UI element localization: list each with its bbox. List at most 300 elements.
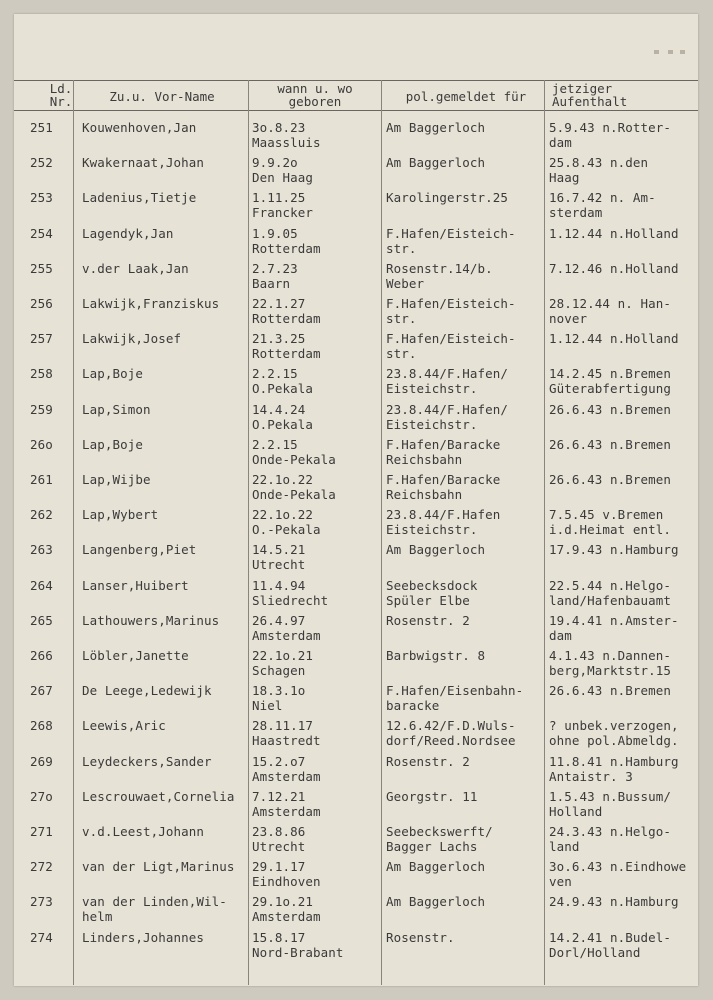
entry-registered xyxy=(386,366,508,396)
entry-registered xyxy=(386,824,493,854)
table-row xyxy=(14,155,698,190)
entry-number-line1: 272 xyxy=(30,859,53,875)
entry-residence xyxy=(549,472,671,487)
entry-number xyxy=(30,789,64,804)
entry-number-line1: 262 xyxy=(30,507,53,523)
header-name: Zu.u. Vor-Name xyxy=(109,89,215,104)
entry-born xyxy=(252,578,328,608)
entry-residence xyxy=(549,226,679,241)
entry-born xyxy=(252,190,313,220)
entry-residence-line2: Dorl/Holland xyxy=(549,944,641,960)
entry-registered xyxy=(386,859,485,874)
entry-registered-line1: Am Baggerloch xyxy=(386,155,486,171)
entry-number-line1: 263 xyxy=(30,542,53,558)
table-row xyxy=(14,261,698,296)
table-row xyxy=(14,930,698,965)
entry-registered xyxy=(386,754,470,769)
entry-born xyxy=(252,261,298,291)
entry-name-line1: Lakwijk,Josef xyxy=(82,331,182,347)
entry-born-line2: Rotterdam xyxy=(252,346,321,362)
entry-residence xyxy=(549,683,671,698)
entry-born-line1: 2.7.23 xyxy=(252,260,298,276)
entry-registered-line1: Am Baggerloch xyxy=(386,542,486,558)
entry-number xyxy=(30,930,64,945)
entry-number-line1: 271 xyxy=(30,824,53,839)
entry-residence xyxy=(549,507,671,537)
entry-registered xyxy=(386,542,485,557)
entry-number xyxy=(30,578,64,593)
entry-born-line2: Amsterdam xyxy=(252,627,321,643)
entry-born-line1: 23.8.86 xyxy=(252,824,306,839)
entry-number-line1: 255 xyxy=(30,260,53,276)
entry-name-line1: Lescrouwaet,Cornelia xyxy=(82,788,235,804)
entry-born-line1: 26.4.97 xyxy=(252,612,306,628)
entry-name xyxy=(82,190,196,205)
entry-residence-line1: 1.12.44 n.Holland xyxy=(549,225,679,241)
entry-born-line2: Haastredt xyxy=(252,733,321,749)
entry-born-line1: 14.4.24 xyxy=(252,401,306,417)
entry-born-line1: 29.1.17 xyxy=(252,859,306,875)
entry-residence-line1: 11.8.41 n.Hamburg xyxy=(549,753,679,769)
entry-registered xyxy=(386,507,500,537)
entry-residence-line1: 24.3.43 n.Helgo- xyxy=(549,824,672,839)
entry-registered-line1: F.Hafen/Eisenbahn- xyxy=(386,683,524,699)
entry-born-line1: 2.2.15 xyxy=(252,436,298,452)
entry-number-line1: 274 xyxy=(30,929,53,945)
header-bottom-rule xyxy=(14,110,698,111)
entry-born-line1: 15.2.o7 xyxy=(252,753,306,769)
entry-name-line1: van der Linden,Wil- xyxy=(82,894,227,910)
table-row xyxy=(14,402,698,437)
entry-residence xyxy=(549,296,671,326)
entry-name-line1: Lap,Boje xyxy=(82,436,144,452)
card-mark xyxy=(654,50,659,54)
entry-residence-line1: 25.8.43 n.den xyxy=(549,155,649,171)
entry-name-line1: Kwakernaat,Johan xyxy=(82,155,205,171)
table-row xyxy=(14,789,698,824)
entry-name xyxy=(82,226,174,241)
entry-registered-line1: 23.8.44/F.Hafen xyxy=(386,507,501,523)
entry-number xyxy=(30,402,64,417)
entry-name xyxy=(82,613,219,628)
entry-number-line1: 27o xyxy=(30,788,53,804)
entry-residence-line1: 24.9.43 n.Hamburg xyxy=(549,894,679,910)
entry-name-line1: Lap,Boje xyxy=(82,366,144,382)
entry-residence-line1: 5.9.43 n.Rotter- xyxy=(549,120,672,135)
entry-number-line1: 254 xyxy=(30,225,53,241)
entry-born-line1: 22.1o.22 xyxy=(252,472,314,487)
entry-registered-line1: F.Hafen/Eisteich- xyxy=(386,296,516,311)
entry-registered-line2: Reichsbahn xyxy=(386,451,463,467)
entry-number xyxy=(30,824,64,839)
entry-born-line2: Rotterdam xyxy=(252,240,321,256)
entry-residence-line1: 3o.6.43 n.Eindhowe xyxy=(549,859,687,875)
entry-registered xyxy=(386,789,478,804)
entry-born-line2: Onde-Pekala xyxy=(252,487,336,502)
entry-number xyxy=(30,859,64,874)
entry-registered xyxy=(386,261,493,291)
entry-name xyxy=(82,366,143,381)
entry-born xyxy=(252,859,321,889)
entry-born-line1: 3o.8.23 xyxy=(252,120,306,135)
entry-born xyxy=(252,648,313,678)
entry-residence xyxy=(549,437,671,452)
entry-born xyxy=(252,754,321,784)
entry-registered-line1: F.Hafen/Baracke xyxy=(386,436,501,452)
entry-registered-line1: F.Hafen/Eisteich- xyxy=(386,225,516,241)
entry-born-line2: Eindhoven xyxy=(252,874,321,890)
entry-registered xyxy=(386,472,500,502)
entry-residence-line1: 17.9.43 n.Hamburg xyxy=(549,542,679,558)
entry-born-line1: 7.12.21 xyxy=(252,788,306,804)
entry-number xyxy=(30,296,64,311)
entry-residence-line2: ohne pol.Abmeldg. xyxy=(549,733,679,749)
entry-born xyxy=(252,296,321,326)
entry-name xyxy=(82,930,204,945)
entry-registered-line1: Karolingerstr.25 xyxy=(386,190,509,206)
entry-born-line2: O.-Pekala xyxy=(252,522,321,538)
entry-name xyxy=(82,754,212,769)
entry-residence-line2: berg,Marktstr.15 xyxy=(549,663,672,678)
entry-residence xyxy=(549,894,679,909)
header-born: wann u. wo geboren xyxy=(277,81,353,109)
entry-name-line1: Ladenius,Tietje xyxy=(82,190,197,206)
entry-registered xyxy=(386,226,516,256)
entry-born xyxy=(252,437,336,467)
entry-number xyxy=(30,366,64,381)
register-card xyxy=(14,14,698,986)
entry-name xyxy=(82,789,235,804)
entry-residence-line2: Güterabfertigung xyxy=(549,381,672,397)
entry-born-line1: 1.11.25 xyxy=(252,190,306,206)
entry-name xyxy=(82,331,181,346)
entry-number-line1: 256 xyxy=(30,296,53,311)
entry-registered xyxy=(386,648,485,663)
table-row xyxy=(14,296,698,331)
entry-name xyxy=(82,648,189,663)
entry-residence-line2: Antaistr. 3 xyxy=(549,768,633,784)
entry-born-line2: Rotterdam xyxy=(252,311,321,326)
entry-registered xyxy=(386,120,485,135)
entry-registered-line1: Rosenstr.14/b. xyxy=(386,260,493,276)
entry-born xyxy=(252,894,321,924)
entry-born xyxy=(252,507,321,537)
entry-registered-line2: Reichsbahn xyxy=(386,487,463,502)
entry-born-line1: 9.9.2o xyxy=(252,155,298,171)
entry-born-line2: Nord-Brabant xyxy=(252,944,344,960)
entry-name xyxy=(82,824,204,839)
entry-residence xyxy=(549,824,671,854)
entry-registered-line1: Rosenstr. 2 xyxy=(386,612,470,628)
entry-number xyxy=(30,542,64,557)
entry-born-line1: 22.1o.21 xyxy=(252,648,314,663)
entry-number xyxy=(30,261,64,276)
entry-name xyxy=(82,718,166,733)
table-row xyxy=(14,824,698,859)
entry-name-line1: van der Ligt,Marinus xyxy=(82,859,235,875)
entry-born-line1: 15.8.17 xyxy=(252,929,306,945)
entry-residence xyxy=(549,648,671,678)
entry-name xyxy=(82,507,158,522)
entry-number-line1: 267 xyxy=(30,683,53,699)
entry-number-line1: 269 xyxy=(30,753,53,769)
entry-number xyxy=(30,894,64,909)
entry-registered-line1: Rosenstr. xyxy=(386,929,455,945)
entry-registered xyxy=(386,930,455,945)
entry-registered-line2: Weber xyxy=(386,275,425,291)
entry-name-line1: Leydeckers,Sander xyxy=(82,753,212,769)
entry-registered-line1: Barbwigstr. 8 xyxy=(386,648,486,663)
entry-born-line1: 11.4.94 xyxy=(252,577,306,593)
entry-name-line1: Lap,Wybert xyxy=(82,507,159,523)
entry-registered-line2: Eisteichstr. xyxy=(386,416,478,432)
entry-registered xyxy=(386,190,508,205)
entry-born-line2: Schagen xyxy=(252,663,306,678)
entry-number-line1: 26o xyxy=(30,436,53,452)
entry-born xyxy=(252,155,313,185)
entry-residence xyxy=(549,789,671,819)
entry-name-line1: Leewis,Aric xyxy=(82,718,166,734)
entry-number xyxy=(30,120,64,135)
entry-residence xyxy=(549,120,671,150)
entry-number-line1: 264 xyxy=(30,577,53,593)
entry-number-line1: 268 xyxy=(30,718,53,734)
entry-number xyxy=(30,331,64,346)
entry-residence-line1: 26.6.43 n.Bremen xyxy=(549,401,672,417)
entry-name-line1: Lap,Simon xyxy=(82,401,151,417)
entry-residence xyxy=(549,542,679,557)
table-row xyxy=(14,683,698,718)
entry-registered-line2: Bagger Lachs xyxy=(386,839,478,854)
entry-name-line1: Lathouwers,Marinus xyxy=(82,612,220,628)
entry-residence-line2: Haag xyxy=(549,170,580,186)
entry-residence-line1: 26.6.43 n.Bremen xyxy=(549,683,672,699)
entry-born-line2: O.Pekala xyxy=(252,381,314,397)
entry-residence xyxy=(549,190,656,220)
entry-name xyxy=(82,472,151,487)
entry-name xyxy=(82,155,204,170)
entry-residence-line2: sterdam xyxy=(549,205,603,221)
entry-residence-line2: dam xyxy=(549,135,572,150)
table-row xyxy=(14,754,698,789)
entry-number-line1: 273 xyxy=(30,894,53,910)
entry-registered xyxy=(386,894,485,909)
entry-residence-line2: land xyxy=(549,839,580,854)
table-row xyxy=(14,718,698,753)
table-row xyxy=(14,507,698,542)
entry-residence-line1: 19.4.41 n.Amster- xyxy=(549,612,679,628)
header-residence: jetziger Aufenthalt xyxy=(552,81,628,109)
entry-residence-line2: nover xyxy=(549,311,588,326)
entry-registered-line1: 23.8.44/F.Hafen/ xyxy=(386,401,509,417)
entry-number-line1: 261 xyxy=(30,472,53,487)
entry-registered-line2: Eisteichstr. xyxy=(386,381,478,397)
entry-name-line1: Lagendyk,Jan xyxy=(82,225,174,241)
entry-number xyxy=(30,648,64,663)
entry-number xyxy=(30,507,64,522)
entry-name-line1: Linders,Johannes xyxy=(82,929,205,945)
entry-residence-line1: 14.2.45 n.Bremen xyxy=(549,366,672,382)
entry-registered-line1: F.Hafen/Eisteich- xyxy=(386,331,516,347)
entry-residence-line1: 26.6.43 n.Bremen xyxy=(549,436,672,452)
entry-number xyxy=(30,754,64,769)
table-row xyxy=(14,859,698,894)
entry-born xyxy=(252,366,313,396)
entry-born xyxy=(252,542,305,572)
entry-residence-line1: 28.12.44 n. Han- xyxy=(549,296,672,311)
entry-name xyxy=(82,542,196,557)
entry-registered-line2: str. xyxy=(386,346,417,362)
entry-residence xyxy=(549,613,679,643)
entry-number xyxy=(30,613,64,628)
entry-registered-line1: F.Hafen/Baracke xyxy=(386,472,501,487)
entry-name xyxy=(82,894,227,924)
entry-residence-line2: Holland xyxy=(549,803,603,819)
entry-residence-line1: 16.7.42 n. Am- xyxy=(549,190,656,206)
entry-born-line1: 22.1o.22 xyxy=(252,507,314,523)
entry-born-line2: Amsterdam xyxy=(252,909,321,925)
entry-registered xyxy=(386,331,516,361)
entry-born-line2: Maassluis xyxy=(252,135,321,150)
entry-residence-line1: 7.5.45 v.Bremen xyxy=(549,507,664,523)
entry-registered xyxy=(386,718,516,748)
entry-number xyxy=(30,472,64,487)
card-mark xyxy=(680,50,685,54)
table-row xyxy=(14,894,698,929)
entry-residence-line1: 22.5.44 n.Helgo- xyxy=(549,577,672,593)
entry-name xyxy=(82,578,189,593)
entry-born xyxy=(252,402,313,432)
entry-residence-line2: i.d.Heimat entl. xyxy=(549,522,672,538)
entry-born-line2: Baarn xyxy=(252,275,291,291)
entry-born xyxy=(252,930,344,960)
table-row xyxy=(14,437,698,472)
entry-residence-line2: land/Hafenbauamt xyxy=(549,592,672,608)
table-row xyxy=(14,226,698,261)
entry-registered-line2: str. xyxy=(386,240,417,256)
entry-born-line2: Francker xyxy=(252,205,314,221)
table-row xyxy=(14,542,698,577)
entry-born xyxy=(252,718,321,748)
entry-number xyxy=(30,683,64,698)
entry-residence-line1: 1.12.44 n.Holland xyxy=(549,331,679,347)
entry-born-line1: 22.1.27 xyxy=(252,296,306,311)
table-row xyxy=(14,190,698,225)
entry-born-line1: 29.1o.21 xyxy=(252,894,314,910)
entry-registered xyxy=(386,578,478,608)
entry-name-line1: De Leege,Ledewijk xyxy=(82,683,212,699)
entry-born xyxy=(252,472,336,502)
entry-name xyxy=(82,120,196,135)
entry-registered-line2: dorf/Reed.Nordsee xyxy=(386,733,516,749)
entry-residence xyxy=(549,261,679,276)
entry-name xyxy=(82,402,151,417)
entry-number xyxy=(30,437,64,452)
entry-born-line1: 18.3.1o xyxy=(252,683,306,699)
entry-born xyxy=(252,789,321,819)
entry-registered-line2: Spüler Elbe xyxy=(386,592,470,608)
entry-registered-line1: Rosenstr. 2 xyxy=(386,753,470,769)
entry-residence-line2: ven xyxy=(549,874,572,890)
entry-born-line2: Onde-Pekala xyxy=(252,451,336,467)
entry-name-line2: helm xyxy=(82,909,113,925)
entry-registered xyxy=(386,155,485,170)
entry-name xyxy=(82,859,235,874)
table-row xyxy=(14,366,698,401)
entry-number-line1: 253 xyxy=(30,190,53,206)
entry-name-line1: Langenberg,Piet xyxy=(82,542,197,558)
entry-number-line1: 266 xyxy=(30,648,53,663)
entry-born-line1: 21.3.25 xyxy=(252,331,306,347)
entry-registered-line1: Am Baggerloch xyxy=(386,894,486,910)
entry-residence xyxy=(549,402,671,417)
entry-born-line2: Sliedrecht xyxy=(252,592,329,608)
entry-residence-line1: 4.1.43 n.Dannen- xyxy=(549,648,672,663)
entry-residence xyxy=(549,331,679,346)
entry-number-line1: 252 xyxy=(30,155,53,171)
entry-registered xyxy=(386,296,516,326)
entry-number-line1: 259 xyxy=(30,401,53,417)
entry-residence xyxy=(549,859,686,889)
entry-name-line1: Löbler,Janette xyxy=(82,648,189,663)
entry-number-line1: 251 xyxy=(30,120,53,135)
entry-registered xyxy=(386,613,470,628)
entry-registered-line2: str. xyxy=(386,311,417,326)
entry-born-line1: 1.9.05 xyxy=(252,225,298,241)
header-registered: pol.gemeldet für xyxy=(405,89,527,104)
entry-residence-line1: 7.12.46 n.Holland xyxy=(549,260,679,276)
table-row xyxy=(14,120,698,155)
entry-name-line1: v.der Laak,Jan xyxy=(82,260,189,276)
table-row xyxy=(14,613,698,648)
entry-registered-line1: 12.6.42/F.D.Wuls- xyxy=(386,718,516,734)
entry-born-line2: Utrecht xyxy=(252,839,306,854)
entry-number-line1: 265 xyxy=(30,612,53,628)
entry-born-line2: Amsterdam xyxy=(252,803,321,819)
entry-registered-line1: Seebeckswerft/ xyxy=(386,824,493,839)
entry-residence-line2: dam xyxy=(549,627,572,643)
entry-born-line2: Utrecht xyxy=(252,557,306,573)
entry-born-line1: 14.5.21 xyxy=(252,542,306,558)
entry-name xyxy=(82,296,219,311)
header-nr: Ld. Nr. xyxy=(49,81,73,109)
entry-registered-line1: Am Baggerloch xyxy=(386,859,486,875)
entry-residence-line1: 1.5.43 n.Bussum/ xyxy=(549,788,672,804)
entry-name-line1: Lanser,Huibert xyxy=(82,577,189,593)
entry-born xyxy=(252,824,305,854)
entry-residence xyxy=(549,366,671,396)
entry-born xyxy=(252,331,321,361)
entry-born-line2: Den Haag xyxy=(252,170,314,186)
entry-registered-line2: baracke xyxy=(386,698,440,714)
entry-registered-line1: Georgstr. 11 xyxy=(386,788,478,804)
entry-born xyxy=(252,120,321,150)
entry-residence xyxy=(549,718,679,748)
entry-name xyxy=(82,261,189,276)
entry-born-line2: O.Pekala xyxy=(252,416,314,432)
entry-residence xyxy=(549,578,671,608)
entry-name xyxy=(82,683,212,698)
entry-born xyxy=(252,683,305,713)
entry-number xyxy=(30,718,64,733)
table-row xyxy=(14,472,698,507)
entry-residence-line1: 26.6.43 n.Bremen xyxy=(549,472,672,487)
entry-number-line1: 258 xyxy=(30,366,53,382)
entry-number-line1: 257 xyxy=(30,331,53,347)
entry-born-line2: Amsterdam xyxy=(252,768,321,784)
entry-residence-line1: ? unbek.verzogen, xyxy=(549,718,679,734)
entry-registered-line1: 23.8.44/F.Hafen/ xyxy=(386,366,509,382)
